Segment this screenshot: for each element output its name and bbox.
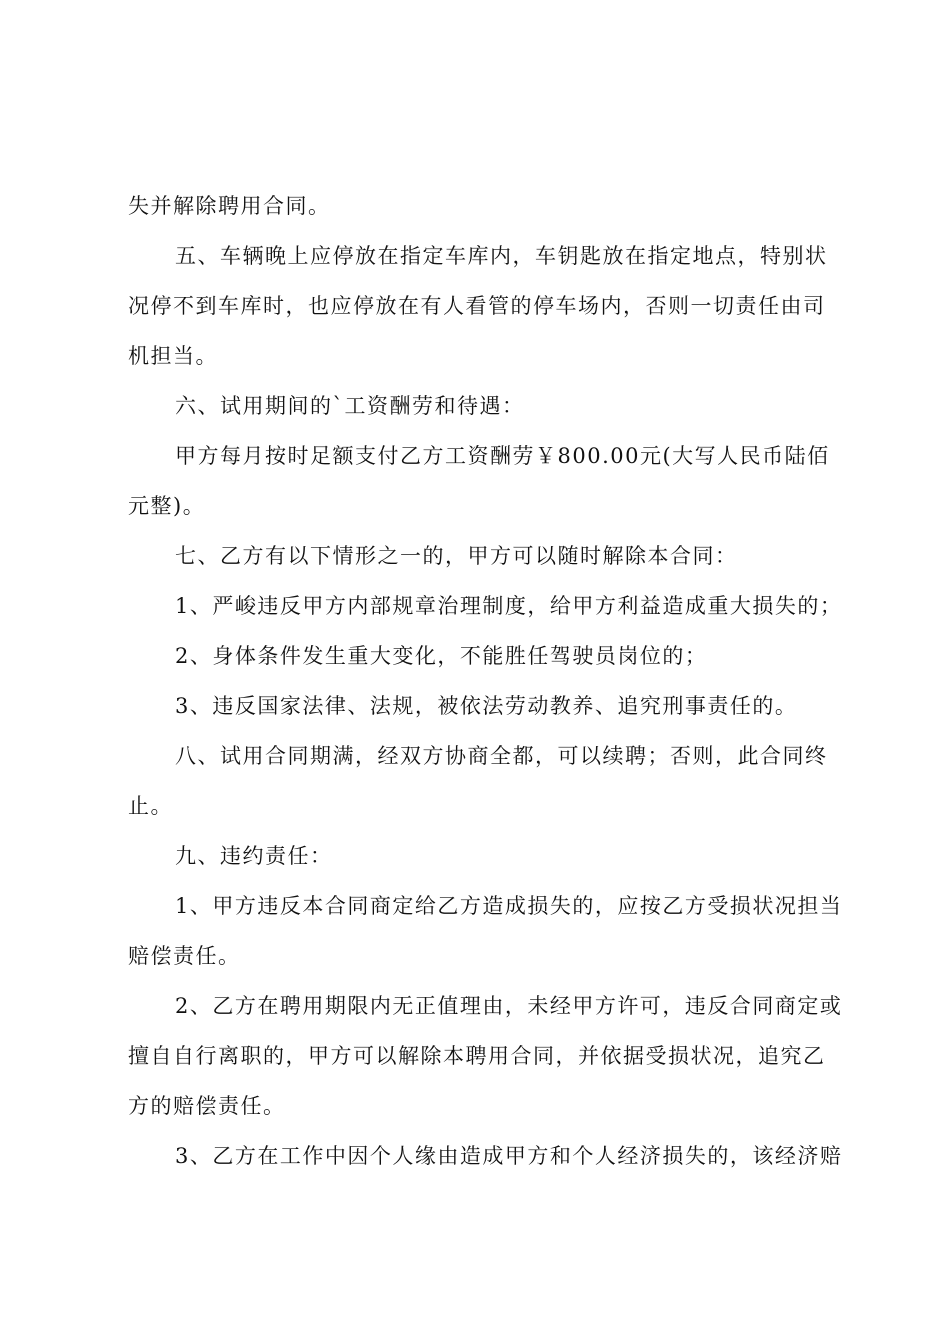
text-line: 失并解除聘用合同。	[128, 194, 331, 218]
text-line: 九、违约责任：	[175, 844, 333, 868]
text-line: 擅自自行离职的，甲方可以解除本聘用合同，并依据受损状况，追究乙	[128, 1044, 826, 1068]
text-line: 1、甲方违反本合同商定给乙方造成损失的，应按乙方受损状况担当	[175, 894, 843, 918]
text-line: 况停不到车库时，也应停放在有人看管的停车场内，否则一切责任由司	[128, 294, 826, 318]
text-line: 2、乙方在聘用期限内无正值理由，未经甲方许可，违反合同商定或	[175, 994, 843, 1018]
text-line: 元整)。	[128, 494, 206, 518]
text-line: 五、车辆晚上应停放在指定车库内，车钥匙放在指定地点，特别状	[175, 244, 828, 268]
text-line: 六、试用期间的`工资酬劳和待遇：	[175, 394, 525, 418]
text-line: 3、违反国家法律、法规，被依法劳动教养、追究刑事责任的。	[175, 694, 798, 718]
text-line: 方的赔偿责任。	[128, 1094, 286, 1118]
text-line: 七、乙方有以下情形之一的，甲方可以随时解除本合同：	[175, 544, 738, 568]
text-line: 1、严峻违反甲方内部规章治理制度，给甲方利益造成重大损失的；	[175, 594, 843, 618]
text-line: 3、乙方在工作中因个人缘由造成甲方和个人经济损失的，该经济赔	[175, 1144, 843, 1168]
text-line: 赔偿责任。	[128, 944, 241, 968]
text-line: 止。	[128, 794, 173, 818]
text-line: 2、身体条件发生重大变化，不能胜任驾驶员岗位的；	[175, 644, 708, 668]
text-line: 机担当。	[128, 344, 218, 368]
text-line: 八、试用合同期满，经双方协商全都，可以续聘；否则，此合同终	[175, 744, 828, 768]
text-line: 甲方每月按时足额支付乙方工资酬劳￥800.00元(大写人民币陆佰	[175, 444, 830, 468]
